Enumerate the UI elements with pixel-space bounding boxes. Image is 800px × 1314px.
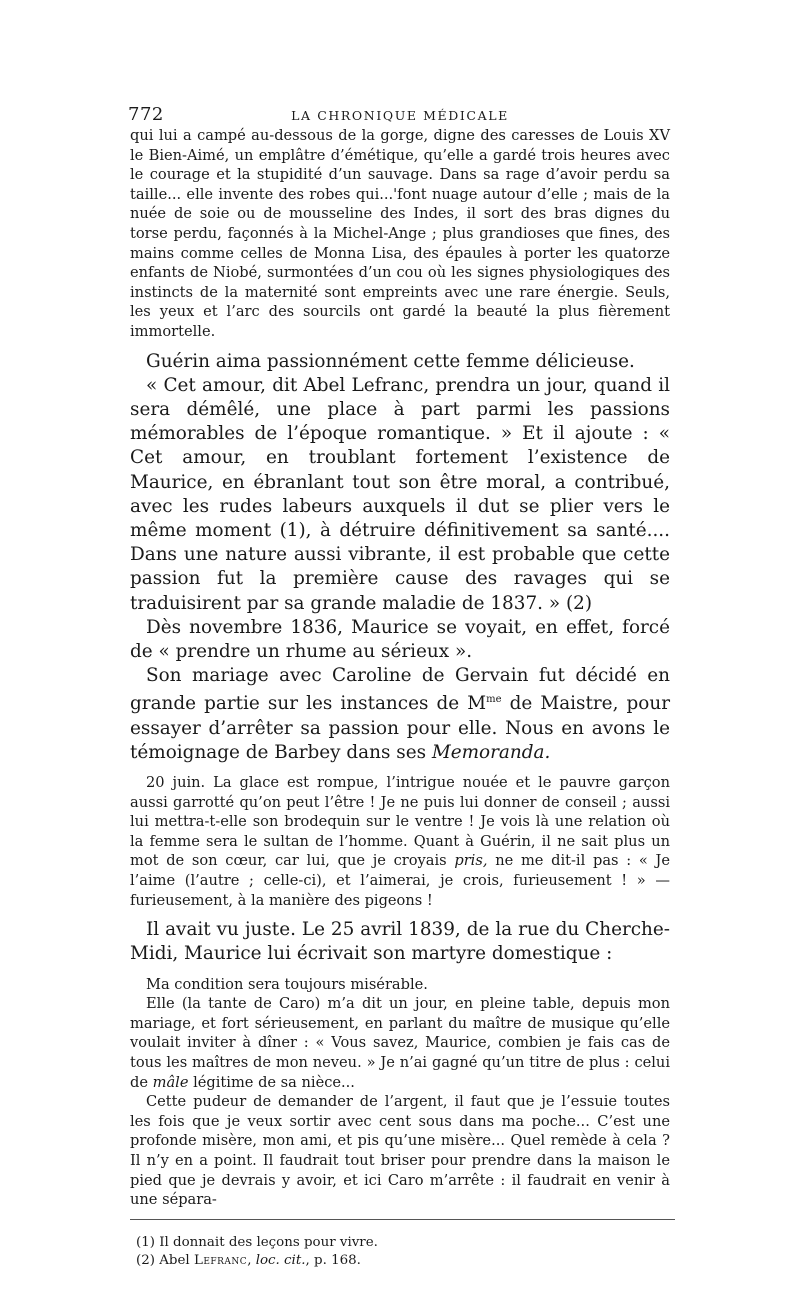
paragraph-memoranda-quote	[130, 773, 670, 910]
paragraph-letter-aunt	[130, 994, 670, 1092]
footnote-2-prefix: (2) Abel	[136, 1252, 194, 1268]
paragraph-guerin-loved: Guérin aima passionnément cette femme délicieuse.	[146, 350, 635, 372]
page-number: 772	[128, 104, 164, 125]
marriage-text-before: Son mariage avec Caroline de Gervain fut décidé en grande partie sur les instances de M	[130, 665, 670, 715]
footnote-2-separator: ,	[247, 1252, 256, 1268]
paragraph-november-1836: Dès novembre 1836, Maurice se voyait, en effet, forcé de « prendre un rhume au sérieux ».	[130, 616, 670, 662]
footnote-2	[130, 1252, 670, 1270]
letter-aunt-text-before: Elle (la tante de Caro) m’a dit un jour, en pleine table, depuis mon mariage, et fort sérieusement, en parlant du maître de musique qu’elle voulait inviter à dîner : « Vous savez, Maurice, combien je fais cas de tous les maîtres de mon neveu. » Je n’ai gagné qu’un titre de plus : celui de	[130, 995, 670, 1091]
letter-aunt-text-after: légitime de sa nièce...	[188, 1073, 355, 1091]
paragraph-marriage	[130, 664, 670, 765]
letter-italic-word: mâle	[152, 1073, 189, 1091]
memoranda-text-before: 20 juin. La glace est rompue, l’intrigue nouée et le pauvre garçon aussi garrotté qu’on peut l’être ! Je ne puis lui donner de conseil ; aussi lui mettra-t-elle son brodequin sur le ventre ! Je vois là une relation où la femme sera le sultan de l’homme. Quant à Guérin, il ne sait plus un mot de son cœur, car lui, que je croyais	[130, 774, 670, 870]
memoranda-text-after: ne me dit-il pas : « Je l’aime (l’autre ; celle-ci), et l’aimerai, je crois, furieusement ! » —furieusement, à la manière des pigeons !	[130, 852, 670, 909]
footnotes	[130, 1234, 670, 1270]
running-title: LA CHRONIQUE MÉDICALE	[291, 108, 509, 123]
paragraph-lefranc-quote: « Cet amour, dit Abel Lefranc, prendra un jour, quand il sera démêlé, une place à part parmi les passions mémorables de l’époque romantique. » Et il ajoute : « Cet amour, en troublant fortement l’existence de Maurice, en ébranlant tout son être moral, a contribué, avec les rudes labeurs auxquels il dut se plier vers le même moment (1), à détruire définitivement sa santé.... Dans une nature aussi vibrante, il est probable que cette passion fut la première cause des ravages qui se traduisirent par sa grande maladie de 1837. » (2)	[130, 374, 670, 614]
footnote-2-italic: loc. cit.	[255, 1252, 306, 1268]
footnote-2-page: , p. 168.	[305, 1252, 361, 1268]
footnote-2-author: Lefranc	[193, 1252, 248, 1268]
marriage-text-after: de Maistre, pour essayer d’arrêter sa passion pour elle. Nous en avons le témoignage de Barbey dans ses	[130, 693, 670, 763]
marriage-superscript: me	[486, 694, 502, 706]
footnote-divider	[130, 1219, 675, 1220]
footnote-1: (1) Il donnait des leçons pour vivre.	[136, 1234, 378, 1250]
paragraph-portrait: qui lui a campé au-dessous de la gorge, digne des caresses de Louis XV le Bien-Aimé, un emplâtre d’émétique, qu’elle a gardé trois heures avec le courage et la stupidité d’un sauvage. Dans sa rage d’avoir perdu sa taille... elle invente des robes qui...'font nuage autour d’elle ; mais de la nuée de soie ou de mousseline des Indes, il sort des bras dignes du torse perdu, façonnés à la Michel-Ange ; plus grandioses que fines, des mains comme celles de Monna Lisa, des épaules à porter les quatorze enfants de Niobé, surmontées d’un cou où les signes physiologiques des instincts de la maternité sont empreints avec une rare énergie. Seuls, les yeux et l’arc des sourcils ont gardé la beauté la plus fièrement immortelle.	[130, 127, 670, 340]
paragraph-letter-money: Cette pudeur de demander de l’argent, il faut que je l’essuie toutes les fois que je veux sortir avec cent sous dans ma poche... C’est une profonde misère, mon ami, et pis qu’une misère... Quel remède à cela ? Il n’y en a point. Il faudrait tout briser pour prendre dans la maison le pied que je devrais y avoir, et ici Caro m’arrête : il faudrait en venir à une sépara-	[130, 1093, 670, 1209]
memoranda-title: Memoranda.	[431, 741, 551, 763]
book-page	[130, 100, 670, 1270]
memoranda-italic-word: pris,	[454, 852, 488, 870]
running-head	[130, 100, 670, 126]
paragraph-letter-condition: Ma condition sera toujours misérable.	[146, 975, 428, 993]
paragraph-saw-right: Il avait vu juste. Le 25 avril 1839, de la rue du Cherche-Midi, Maurice lui écrivait son martyre domestique :	[130, 919, 670, 965]
